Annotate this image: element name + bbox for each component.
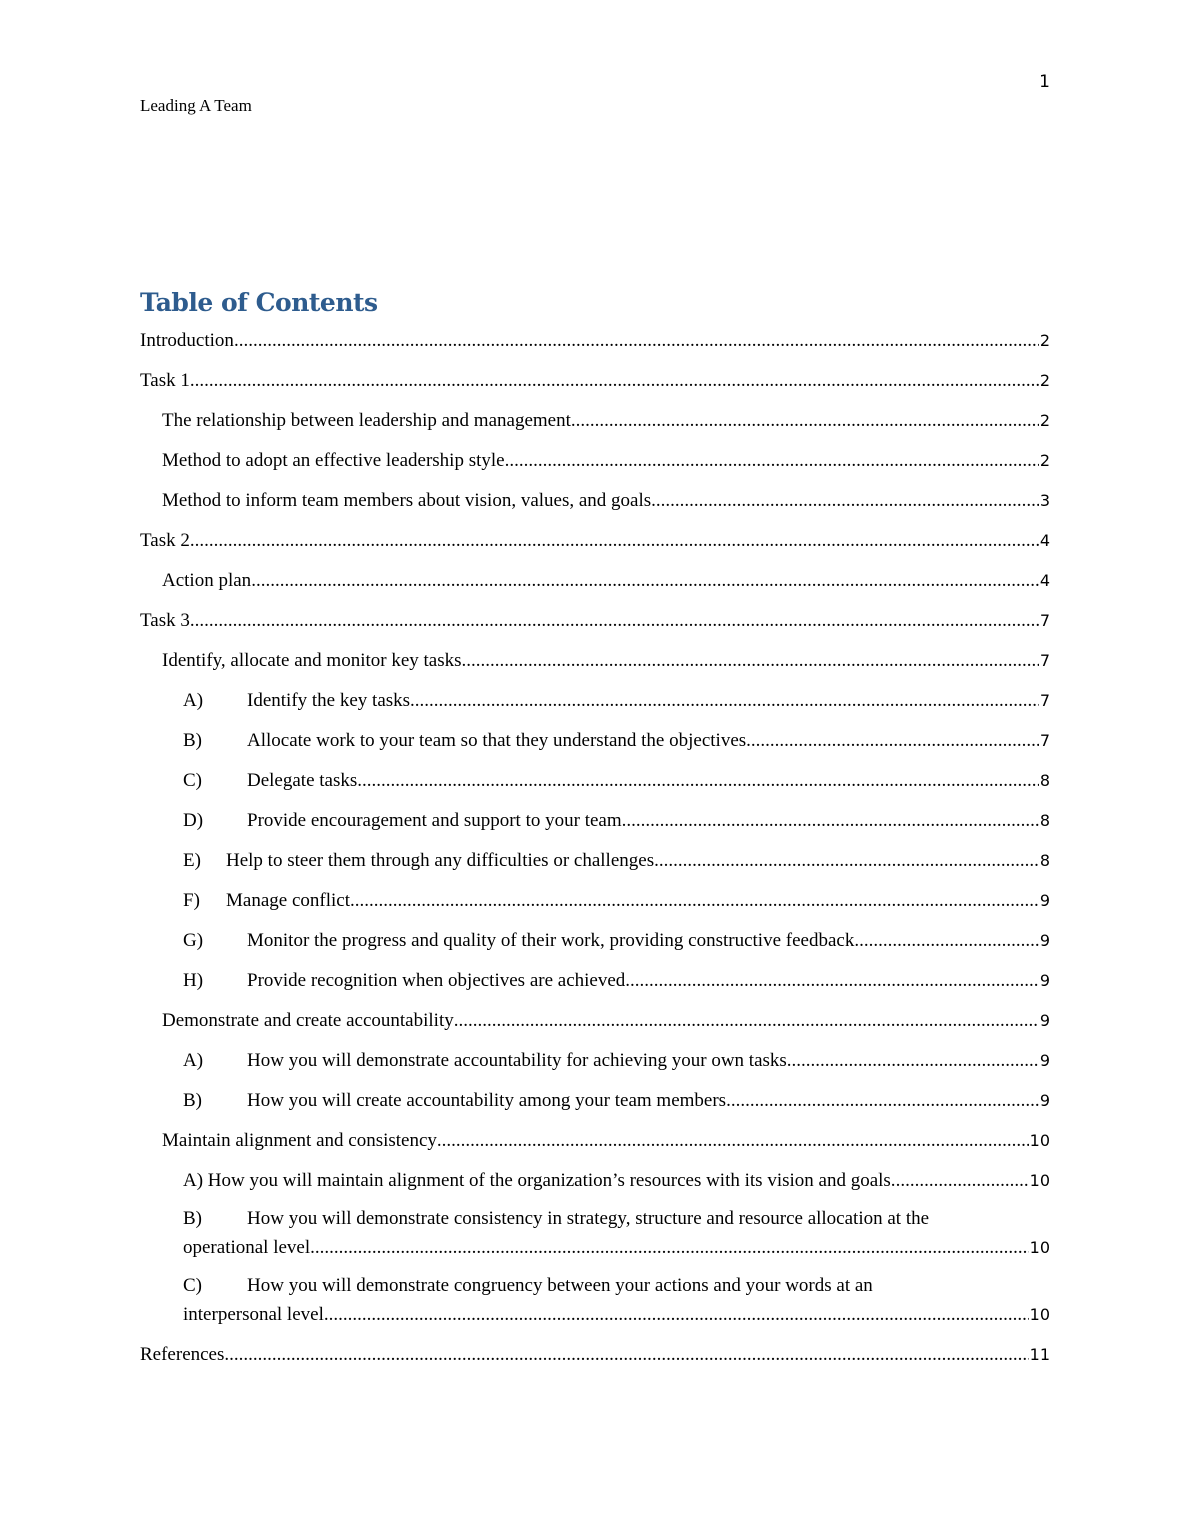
toc-entry-steer-difficulties[interactable]: [140, 846, 1050, 875]
toc-entry-page: 10: [1029, 1131, 1050, 1150]
toc-entry-title: Method to inform team members about vision, values, and goals: [162, 490, 652, 511]
toc-entry-task-1[interactable]: [140, 366, 1050, 395]
toc-entry-title: Manage conflict: [226, 890, 350, 911]
toc-entry-letter: B): [183, 730, 202, 751]
toc-entry-leadership-vs-management[interactable]: [140, 406, 1050, 435]
toc-entry-maintain-alignment[interactable]: [140, 1166, 1050, 1195]
toc-entry-manage-conflict[interactable]: [140, 886, 1050, 915]
toc-entry-letter: C): [183, 770, 202, 791]
toc-list: [140, 326, 1050, 1369]
toc-entry-leadership-style[interactable]: [140, 446, 1050, 475]
toc-entry-congruency[interactable]: [140, 1271, 1050, 1329]
toc-entry-page: 9: [1039, 971, 1050, 990]
toc-entry-page: 10: [1029, 1305, 1050, 1324]
toc-entry-title: The relationship between leadership and management: [162, 410, 571, 431]
toc-entry-references[interactable]: [140, 1340, 1050, 1369]
toc-entry-page: 7: [1039, 651, 1050, 670]
toc-entry-page: 8: [1039, 851, 1050, 870]
toc-entry-page: 2: [1039, 411, 1050, 430]
toc-entry-title: Task 2: [140, 530, 190, 551]
toc-entry-title-continued: operational level: [183, 1237, 311, 1258]
toc-entry-encouragement[interactable]: [140, 806, 1050, 835]
toc-entry-letter: G): [183, 930, 204, 951]
toc-entry-letter: C): [183, 1275, 202, 1296]
toc-entry-introduction[interactable]: [140, 326, 1050, 355]
toc-entry-title: Identify the key tasks: [247, 690, 411, 711]
toc-entry-title-continued: interpersonal level.: [183, 1304, 329, 1325]
toc-entry-page: 8: [1039, 771, 1050, 790]
toc-entry-title: How you will create accountability among your team members.: [247, 1090, 731, 1111]
toc-entry-alignment[interactable]: [140, 1126, 1050, 1155]
toc-entry-identify-key-tasks[interactable]: [140, 686, 1050, 715]
toc-entry-page: 2: [1039, 451, 1050, 470]
toc-entry-title: How you will demonstrate accountability for achieving your own tasks: [247, 1050, 787, 1071]
toc-entry-title: A) How you will maintain alignment of the organization’s resources with its vision and goals.: [183, 1170, 896, 1191]
toc-entry-key-tasks[interactable]: [140, 646, 1050, 675]
toc-entry-page: 9: [1039, 1051, 1050, 1070]
toc-entry-allocate-work[interactable]: [140, 726, 1050, 755]
toc-entry-title: Demonstrate and create accountability: [162, 1010, 454, 1031]
toc-entry-page: 9: [1039, 931, 1050, 950]
toc-entry-title: Provide encouragement and support to your team: [247, 810, 622, 831]
toc-entry-title: Task 1: [140, 370, 190, 391]
toc-entry-page: 10: [1029, 1171, 1050, 1190]
toc-entry-title: Action plan: [162, 570, 252, 591]
toc-entry-inform-team[interactable]: [140, 486, 1050, 515]
toc-entry-letter: B): [183, 1208, 202, 1229]
toc-entry-title: Allocate work to your team so that they understand the objectives: [247, 730, 747, 751]
toc-entry-page: 11: [1029, 1345, 1050, 1364]
toc-entry-letter: A): [183, 1050, 204, 1071]
toc-entry-page: 4: [1039, 571, 1050, 590]
toc-entry-letter: D): [183, 810, 204, 831]
toc-entry-page: 4: [1039, 531, 1050, 550]
toc-entry-recognition[interactable]: [140, 966, 1050, 995]
toc-entry-title: References: [140, 1344, 225, 1365]
toc-entry-page: 9: [1039, 891, 1050, 910]
toc-entry-delegate-tasks[interactable]: [140, 766, 1050, 795]
toc-entry-title: Introduction: [140, 330, 234, 351]
toc-entry-task-3[interactable]: [140, 606, 1050, 635]
toc-entry-page: 7: [1039, 691, 1050, 710]
toc-entry-title: Maintain alignment and consistency: [162, 1130, 437, 1151]
toc-entry-title: How you will demonstrate consistency in strategy, structure and resource allocation at the: [247, 1208, 930, 1229]
toc-entry-page: 2: [1039, 331, 1050, 350]
toc-entry-letter: H): [183, 970, 204, 991]
toc-entry-page: 9: [1039, 1091, 1050, 1110]
toc-entry-page: 7: [1039, 731, 1050, 750]
toc-entry-page: 10: [1029, 1238, 1050, 1257]
toc-entry-action-plan[interactable]: [140, 566, 1050, 595]
running-head: Leading A Team: [140, 96, 252, 115]
page-number: 1: [1039, 72, 1050, 92]
toc-entry-letter: B): [183, 1090, 202, 1111]
toc-entry-title: Method to adopt an effective leadership style: [162, 450, 505, 471]
toc-entry-task-2[interactable]: [140, 526, 1050, 555]
toc-entry-team-accountability[interactable]: [140, 1086, 1050, 1115]
toc-entry-title: Task 3: [140, 610, 190, 631]
toc-entry-consistency-strategy[interactable]: [140, 1204, 1050, 1262]
toc-entry-page: 7: [1039, 611, 1050, 630]
toc-entry-page: 8: [1039, 811, 1050, 830]
toc-entry-letter: A): [183, 690, 204, 711]
toc-entry-title: Help to steer them through any difficulties or challenges: [226, 850, 655, 871]
toc-entry-monitor-progress[interactable]: [140, 926, 1050, 955]
toc-entry-page: 3: [1039, 491, 1050, 510]
toc-entry-title: Monitor the progress and quality of their work, providing constructive feedback: [247, 930, 855, 951]
toc-entry-letter: E): [183, 850, 201, 871]
toc-heading: Table of Contents: [140, 288, 378, 317]
toc-entry-own-accountability[interactable]: [140, 1046, 1050, 1075]
toc-entry-page: 9: [1039, 1011, 1050, 1030]
toc-entry-accountability[interactable]: [140, 1006, 1050, 1035]
toc-entry-page: 2: [1039, 371, 1050, 390]
toc-entry-letter: F): [183, 890, 200, 911]
toc-entry-title: Provide recognition when objectives are achieved.: [247, 970, 631, 991]
toc-entry-title: Delegate tasks: [247, 770, 358, 791]
toc-entry-title: Identify, allocate and monitor key tasks: [162, 650, 462, 671]
toc-entry-title: How you will demonstrate congruency between your actions and your words at an: [247, 1275, 873, 1296]
